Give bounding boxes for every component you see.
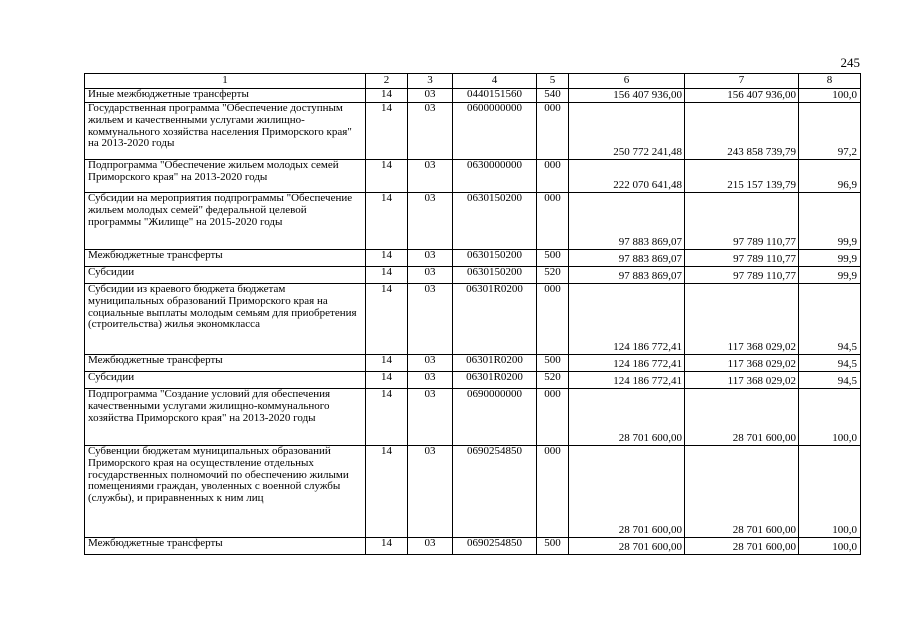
target-article-cell: 0690254850 xyxy=(453,538,537,555)
row-name-cell: Субсидии xyxy=(85,372,366,389)
row-name-cell: Межбюджетные трансферты xyxy=(85,538,366,555)
budget-table xyxy=(84,73,861,555)
section-cell: 14 xyxy=(366,89,408,103)
planned-amount-cell: 222 070 641,48 xyxy=(569,160,685,193)
executed-amount-cell: 243 858 739,79 xyxy=(685,103,799,160)
subsection-cell: 03 xyxy=(408,284,453,355)
expense-type-cell: 540 xyxy=(537,89,569,103)
target-article-cell: 0690254850 xyxy=(453,446,537,538)
subsection-cell: 03 xyxy=(408,538,453,555)
planned-amount-cell: 250 772 241,48 xyxy=(569,103,685,160)
row-name-cell: Межбюджетные трансферты xyxy=(85,355,366,372)
execution-percent-cell: 94,5 xyxy=(799,355,861,372)
execution-percent-cell: 99,9 xyxy=(799,193,861,250)
execution-percent-cell: 96,9 xyxy=(799,160,861,193)
column-header: 6 xyxy=(569,74,685,89)
target-article-cell: 0690000000 xyxy=(453,389,537,446)
expense-type-cell: 500 xyxy=(537,355,569,372)
column-header: 2 xyxy=(366,74,408,89)
target-article-cell: 0630150200 xyxy=(453,193,537,250)
execution-percent-cell: 99,9 xyxy=(799,267,861,284)
section-cell: 14 xyxy=(366,355,408,372)
executed-amount-cell: 97 789 110,77 xyxy=(685,193,799,250)
column-header: 4 xyxy=(453,74,537,89)
subsection-cell: 03 xyxy=(408,389,453,446)
table-row xyxy=(85,446,861,538)
row-name-cell: Межбюджетные трансферты xyxy=(85,250,366,267)
expense-type-cell: 000 xyxy=(537,446,569,538)
target-article-cell: 0630000000 xyxy=(453,160,537,193)
table-row xyxy=(85,372,861,389)
executed-amount-cell: 97 789 110,77 xyxy=(685,267,799,284)
row-name-cell: Субсидии на мероприятия подпрограммы "Обеспечение жильем молодых семей" федеральной целевой программы "Жилище" на 2015-2020 годы xyxy=(85,193,366,250)
execution-percent-cell: 100,0 xyxy=(799,389,861,446)
expense-type-cell: 000 xyxy=(537,160,569,193)
planned-amount-cell: 97 883 869,07 xyxy=(569,267,685,284)
planned-amount-cell: 97 883 869,07 xyxy=(569,250,685,267)
section-cell: 14 xyxy=(366,538,408,555)
expense-type-cell: 000 xyxy=(537,193,569,250)
row-name-cell: Подпрограмма "Обеспечение жильем молодых семей Приморского края" на 2013-2020 годы xyxy=(85,160,366,193)
page-number: 245 xyxy=(840,55,860,70)
table-row xyxy=(85,193,861,250)
section-cell: 14 xyxy=(366,103,408,160)
expense-type-cell: 520 xyxy=(537,372,569,389)
expense-type-cell: 000 xyxy=(537,389,569,446)
executed-amount-cell: 28 701 600,00 xyxy=(685,446,799,538)
target-article-cell: 0600000000 xyxy=(453,103,537,160)
planned-amount-cell: 28 701 600,00 xyxy=(569,538,685,555)
executed-amount-cell: 117 368 029,02 xyxy=(685,355,799,372)
column-header: 5 xyxy=(537,74,569,89)
section-cell: 14 xyxy=(366,250,408,267)
table-row xyxy=(85,284,861,355)
subsection-cell: 03 xyxy=(408,160,453,193)
column-header: 3 xyxy=(408,74,453,89)
subsection-cell: 03 xyxy=(408,89,453,103)
expense-type-cell: 500 xyxy=(537,250,569,267)
expense-type-cell: 000 xyxy=(537,103,569,160)
table-row xyxy=(85,267,861,284)
section-cell: 14 xyxy=(366,389,408,446)
table-header-row xyxy=(85,74,861,89)
target-article-cell: 0440151560 xyxy=(453,89,537,103)
row-name-cell: Субсидии из краевого бюджета бюджетам муниципальных образований Приморского края на социальные выплаты молодым семьям для приобретения (строительства) жилья экономкласса xyxy=(85,284,366,355)
executed-amount-cell: 117 368 029,02 xyxy=(685,284,799,355)
section-cell: 14 xyxy=(366,267,408,284)
expense-type-cell: 500 xyxy=(537,538,569,555)
subsection-cell: 03 xyxy=(408,193,453,250)
executed-amount-cell: 215 157 139,79 xyxy=(685,160,799,193)
executed-amount-cell: 28 701 600,00 xyxy=(685,389,799,446)
execution-percent-cell: 94,5 xyxy=(799,284,861,355)
target-article-cell: 0630150200 xyxy=(453,267,537,284)
table-row xyxy=(85,355,861,372)
row-name-cell: Субвенции бюджетам муниципальных образований Приморского края на осуществление отдельных государственных полномочий по обеспечению жилыми помещениями граждан, уволенных с военной службы (службы), и приравненных к ним лиц xyxy=(85,446,366,538)
execution-percent-cell: 97,2 xyxy=(799,103,861,160)
subsection-cell: 03 xyxy=(408,355,453,372)
subsection-cell: 03 xyxy=(408,267,453,284)
table-row xyxy=(85,89,861,103)
planned-amount-cell: 97 883 869,07 xyxy=(569,193,685,250)
planned-amount-cell: 124 186 772,41 xyxy=(569,355,685,372)
row-name-cell: Иные межбюджетные трансферты xyxy=(85,89,366,103)
table-row xyxy=(85,250,861,267)
table-row xyxy=(85,160,861,193)
executed-amount-cell: 28 701 600,00 xyxy=(685,538,799,555)
planned-amount-cell: 28 701 600,00 xyxy=(569,389,685,446)
column-header: 7 xyxy=(685,74,799,89)
column-header: 8 xyxy=(799,74,861,89)
table-row xyxy=(85,538,861,555)
section-cell: 14 xyxy=(366,446,408,538)
planned-amount-cell: 156 407 936,00 xyxy=(569,89,685,103)
expense-type-cell: 520 xyxy=(537,267,569,284)
target-article-cell: 06301R0200 xyxy=(453,355,537,372)
executed-amount-cell: 156 407 936,00 xyxy=(685,89,799,103)
row-name-cell: Субсидии xyxy=(85,267,366,284)
target-article-cell: 06301R0200 xyxy=(453,372,537,389)
expense-type-cell: 000 xyxy=(537,284,569,355)
executed-amount-cell: 117 368 029,02 xyxy=(685,372,799,389)
section-cell: 14 xyxy=(366,372,408,389)
subsection-cell: 03 xyxy=(408,103,453,160)
section-cell: 14 xyxy=(366,193,408,250)
table-row xyxy=(85,389,861,446)
section-cell: 14 xyxy=(366,284,408,355)
execution-percent-cell: 99,9 xyxy=(799,250,861,267)
execution-percent-cell: 100,0 xyxy=(799,89,861,103)
subsection-cell: 03 xyxy=(408,250,453,267)
row-name-cell: Государственная программа "Обеспечение доступным жильем и качественными услугами жилищно-коммунального хозяйства населения Приморского края" на 2013-2020 годы xyxy=(85,103,366,160)
target-article-cell: 06301R0200 xyxy=(453,284,537,355)
row-name-cell: Подпрограмма "Создание условий для обеспечения качественными услугами жилищно-коммунального хозяйства Приморского края" на 2013-2020 годы xyxy=(85,389,366,446)
execution-percent-cell: 94,5 xyxy=(799,372,861,389)
subsection-cell: 03 xyxy=(408,446,453,538)
section-cell: 14 xyxy=(366,160,408,193)
column-header: 1 xyxy=(85,74,366,89)
planned-amount-cell: 28 701 600,00 xyxy=(569,446,685,538)
execution-percent-cell: 100,0 xyxy=(799,538,861,555)
executed-amount-cell: 97 789 110,77 xyxy=(685,250,799,267)
subsection-cell: 03 xyxy=(408,372,453,389)
planned-amount-cell: 124 186 772,41 xyxy=(569,284,685,355)
target-article-cell: 0630150200 xyxy=(453,250,537,267)
table-row xyxy=(85,103,861,160)
planned-amount-cell: 124 186 772,41 xyxy=(569,372,685,389)
execution-percent-cell: 100,0 xyxy=(799,446,861,538)
